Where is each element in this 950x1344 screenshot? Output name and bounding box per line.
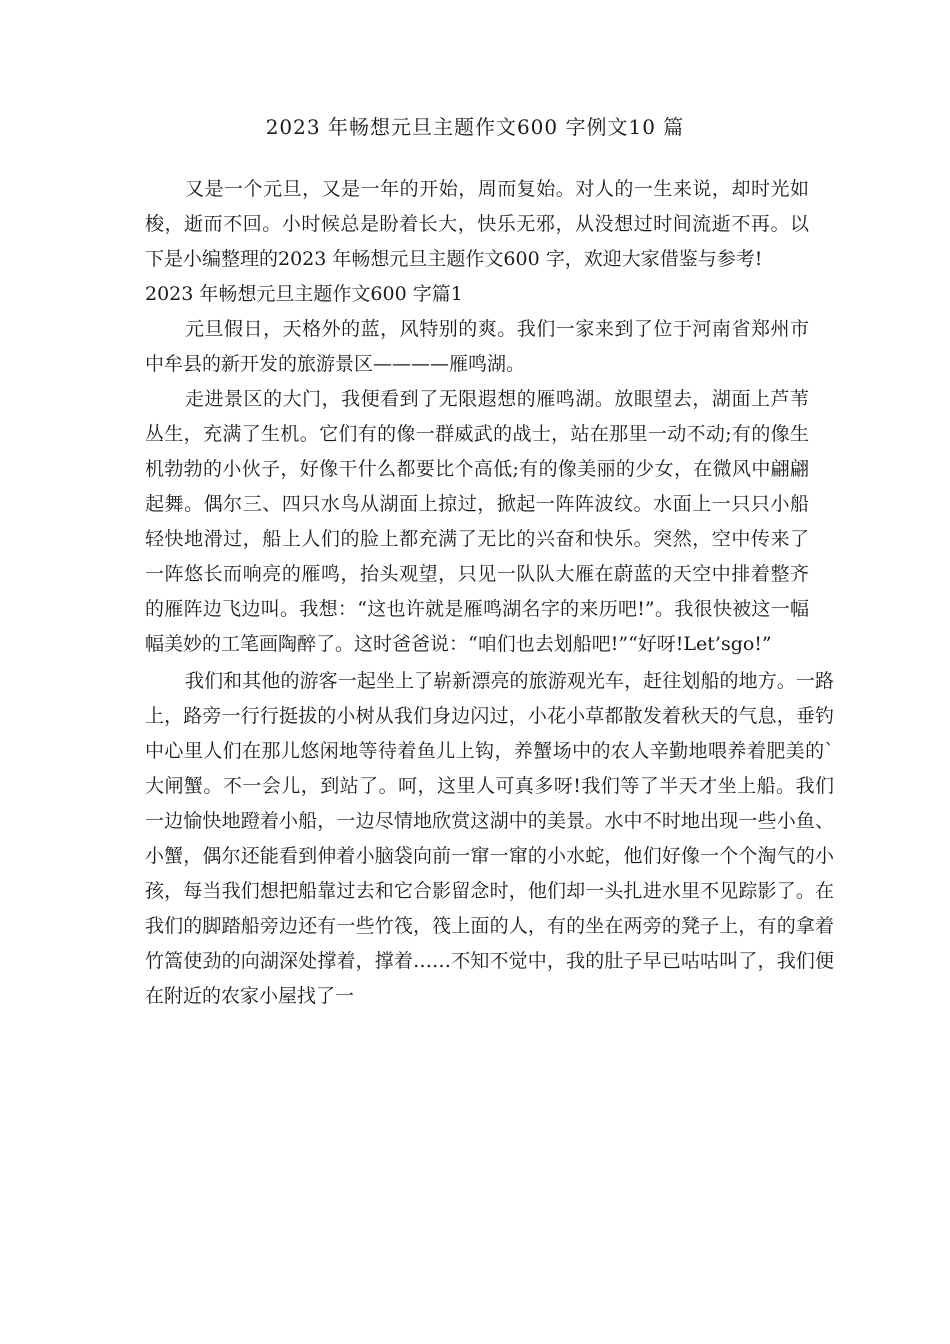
body-paragraph: 我们和其他的游客一起坐上了崭新漂亮的旅游观光车，赶往划船的地方。一路上，路旁一行行挺拔的小树从我们身边闪过，小花小草都散发着秋天的气息，垂钓中心里人们在那儿悠闲地等待着鱼儿上钩，养蟹场中的农人辛勤地喂养着肥美的`大闸蟹。不一会儿，到站了。呵，这里人可真多呀!我们等了半天才坐上船。我们一边愉快地蹬着小船，一边尽情地欣赏这湖中的美景。水中不时地出现一些小鱼、小蟹，偶尔还能看到伸着小脑袋向前一窜一窜的小水蛇，他们好像一个个淘气的小孩，每当我们想把船靠过去和它合影留念时，他们却一头扎进水里不见踪影了。在我们的脚踏船旁边还有一些竹筏，筏上面的人，有的坐在两旁的凳子上，有的拿着竹篙使劲的向湖深处撑着，撑着……不知不觉中，我的肚子早已咕咕叫了，我们便在附近的农家小屋找了一 xyxy=(145,670,834,1007)
document-body xyxy=(145,172,834,1014)
section-heading: 2023 年畅想元旦主题作文600 字篇1 xyxy=(145,283,463,305)
intro-paragraph: 又是一个元旦，又是一年的开始，周而复始。对人的一生来说，却时光如梭，逝而不回。小时候总是盼着长大，快乐无邪，从没想过时间流逝不再。以下是小编整理的2023 年畅想元旦主题作文600 字，欢迎大家借鉴与参考! xyxy=(145,178,809,270)
body-paragraph: 元旦假日，天格外的蓝，风特别的爽。我们一家来到了位于河南省郑州市中牟县的新开发的旅游景区————雁鸣湖。 xyxy=(145,318,809,375)
document-title: 2023 年畅想元旦主题作文600 字例文10 篇 xyxy=(265,115,685,139)
body-paragraph: 走进景区的大门，我便看到了无限遐想的雁鸣湖。放眼望去，湖面上芦苇丛生，充满了生机。它们有的像一群威武的战士，站在那里一动不动;有的像生机勃勃的小伙子，好像干什么都要比个高低;有的像美丽的少女，在微风中翩翩起舞。偶尔三、四只水鸟从湖面上掠过，掀起一阵阵波纹。水面上一只只小船轻快地滑过，船上人们的脸上都充满了无比的兴奋和快乐。突然，空中传来了一阵悠长而响亮的雁鸣，抬头观望，只见一队队大雁在蔚蓝的天空中排着整齐的雁阵边飞边叫。我想：“这也许就是雁鸣湖名字的来历吧!”。我很快被这一幅幅美妙的工笔画陶醉了。这时爸爸说：“咱们也去划船吧!”“好呀!Let’sgo!” xyxy=(145,388,809,655)
